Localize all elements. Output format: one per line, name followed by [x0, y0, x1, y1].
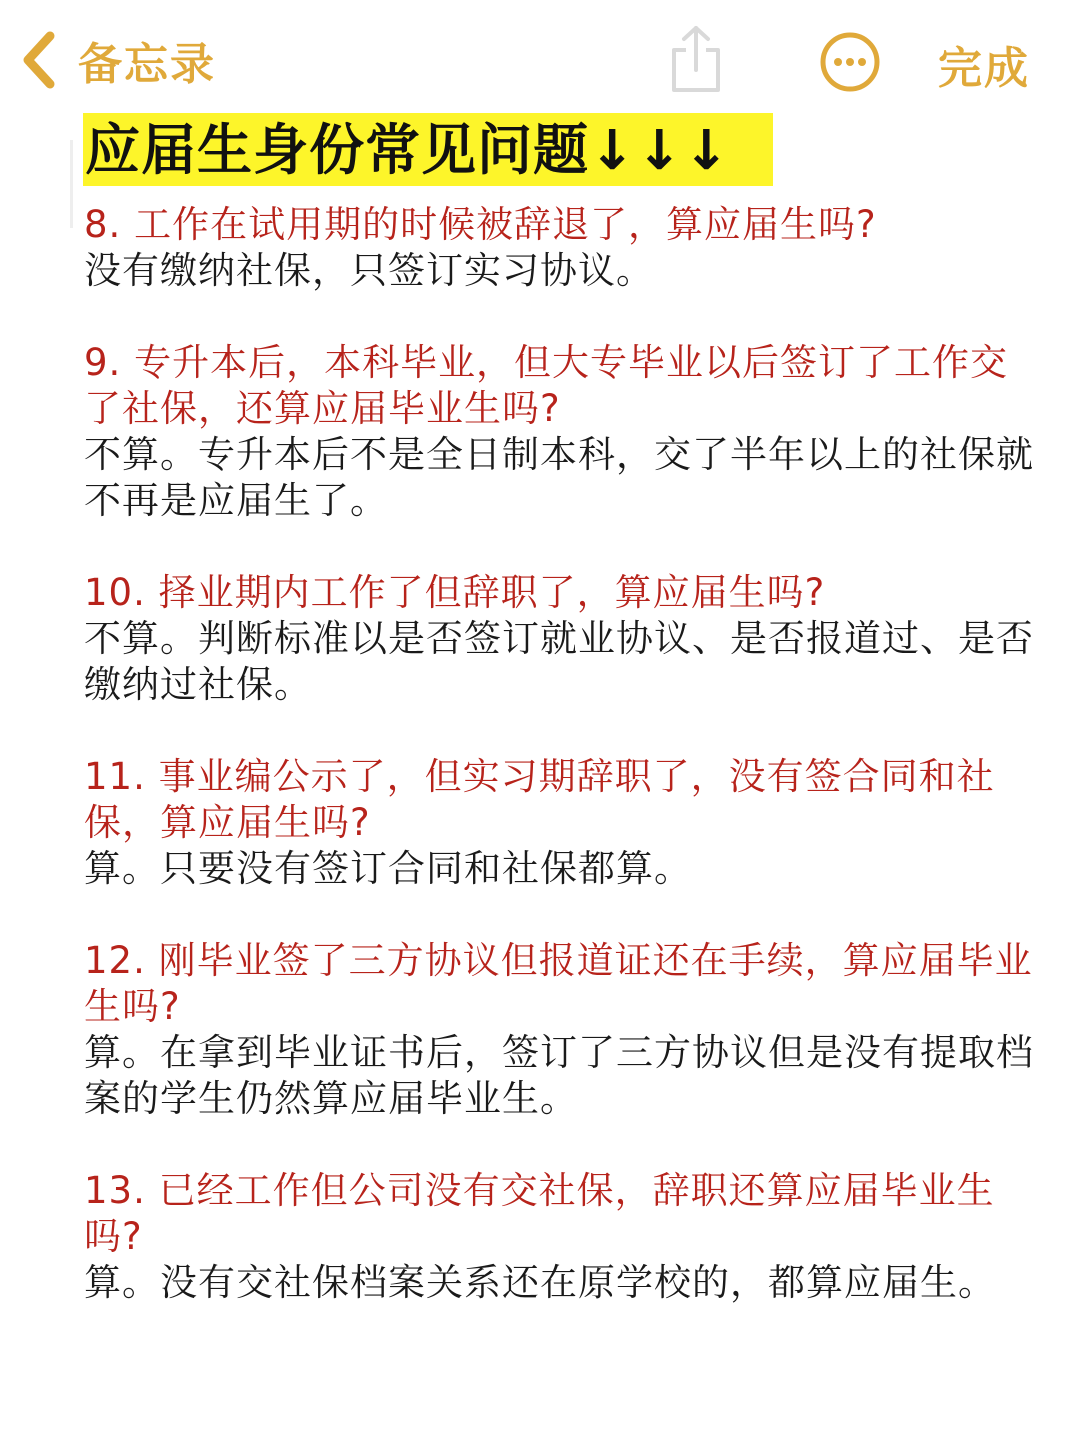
question-text: 13. 已经工作但公司没有交社保，辞职还算应届毕业生吗?: [84, 1169, 995, 1258]
qa-item: [84, 340, 1044, 524]
done-button[interactable]: 完成: [938, 43, 1030, 94]
note-title[interactable]: 应届生身份常见问题↓↓↓: [85, 118, 731, 182]
qa-item: [84, 938, 1044, 1122]
chevron-left-icon: [18, 28, 62, 92]
share-button[interactable]: [664, 24, 728, 96]
navigation-bar: [0, 0, 1080, 115]
answer-text: 算。在拿到毕业证书后，签订了三方协议但是没有提取档案的学生仍然算应届毕业生。: [84, 1031, 1034, 1120]
question-text: 8. 工作在试用期的时候被辞退了，算应届生吗?: [84, 203, 877, 246]
share-icon: [664, 81, 728, 100]
question-text: 10. 择业期内工作了但辞职了，算应届生吗?: [84, 571, 826, 614]
text-cursor: [70, 140, 73, 228]
qa-item: [84, 754, 1044, 892]
answer-text: 不算。专升本后不是全日制本科，交了半年以上的社保就不再是应届生了。: [84, 433, 1034, 522]
question-text: 11. 事业编公示了，但实习期辞职了，没有签合同和社保，算应届生吗?: [84, 755, 995, 844]
answer-text: 没有缴纳社保，只签订实习协议。: [84, 249, 654, 292]
question-text: 12. 刚毕业签了三方协议但报道证还在手续，算应届毕业生吗?: [84, 939, 1033, 1028]
back-label: 备忘录: [78, 39, 216, 90]
qa-item: [84, 570, 1044, 708]
more-icon: [818, 79, 882, 98]
question-text: 9. 专升本后，本科毕业，但大专毕业以后签订了工作交了社保，还算应届毕业生吗?: [84, 341, 1009, 430]
qa-item: [84, 1168, 1044, 1306]
more-button[interactable]: [818, 30, 882, 94]
back-button[interactable]: [18, 28, 216, 92]
answer-text: 不算。判断标准以是否签订就业协议、是否报道过、是否缴纳过社保。: [84, 617, 1034, 706]
answer-text: 算。只要没有签订合同和社保都算。: [84, 847, 692, 890]
title-highlight: [83, 113, 773, 186]
note-body[interactable]: [84, 202, 1044, 1352]
answer-text: 算。没有交社保档案关系还在原学校的，都算应届生。: [84, 1261, 996, 1304]
qa-item: [84, 202, 1044, 294]
